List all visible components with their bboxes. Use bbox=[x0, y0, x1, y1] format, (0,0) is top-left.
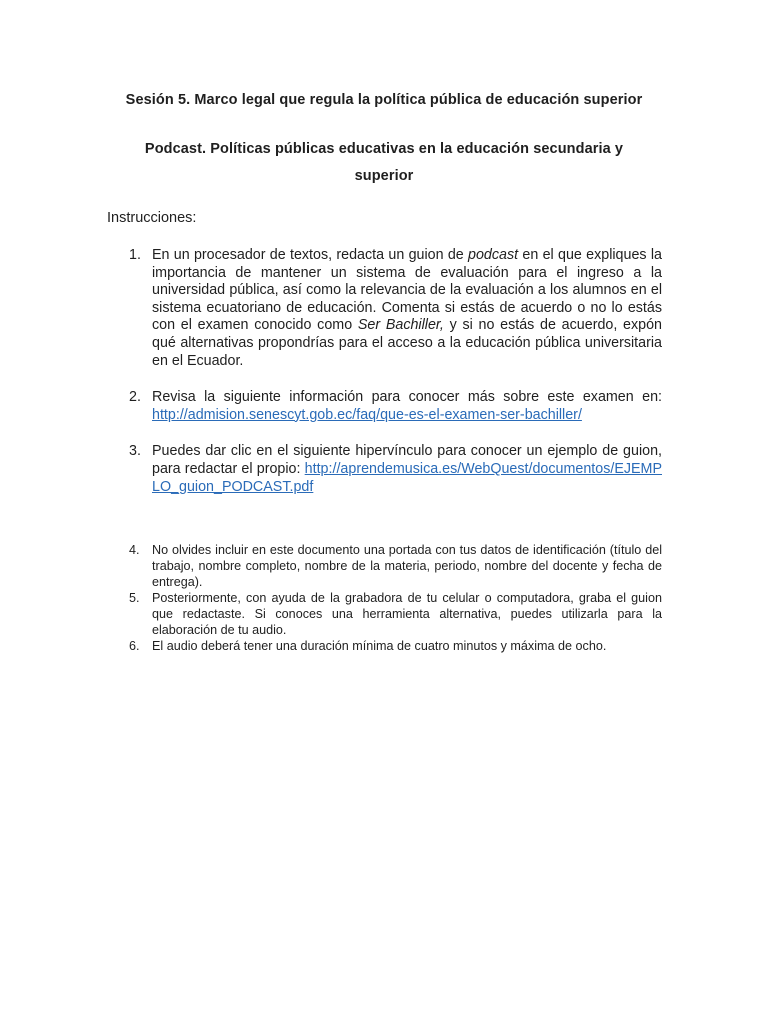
item-number: 6. bbox=[129, 639, 140, 653]
exam-name: Ser Bachiller, bbox=[357, 317, 444, 334]
instructions-list-secondary bbox=[106, 542, 662, 654]
item-text: El audio deberá tener una duración mínima de cuatro minutos y máxima de ocho. bbox=[152, 639, 607, 653]
senescyt-link[interactable]: http://admision.senescyt.gob.ec/faq/que-es-el-examen-ser-bachiller/ bbox=[152, 406, 582, 423]
item-number: 3. bbox=[129, 443, 141, 460]
list-item bbox=[106, 247, 662, 370]
item-text: En un procesador de textos, redacta un guion de bbox=[152, 247, 469, 263]
session-title: Sesión 5. Marco legal que regula la política pública de educación superior bbox=[125, 92, 643, 108]
item-text: Puedes dar clic en el siguiente hipervínculo para conocer un ejemplo de guion, para redactar el propio: bbox=[152, 443, 662, 477]
aprendemusica-link[interactable]: http://aprendemusica.es/WebQuest/documentos/EJEMPLO_guion_PODCAST.pdf bbox=[152, 460, 662, 495]
instructions-list-main bbox=[106, 247, 662, 515]
instructions-label: Instrucciones: bbox=[107, 210, 197, 226]
list-item bbox=[106, 443, 662, 496]
item-number: 5. bbox=[129, 591, 140, 605]
item-text: Posteriormente, con ayuda de la grabadora de tu celular o computadora, graba el guion que redactaste. Si conoces una herramienta alternativa, puedes utilizarla para la elaboración de tu audio. bbox=[152, 591, 662, 637]
list-item bbox=[106, 542, 662, 590]
item-text: en el que expliques la importancia de mantener un sistema de evaluación para el ingreso a la universidad pública, así como la relevancia de la evaluación a los alumnos en el sistema ecuatoriano de educación. Comenta si estás de acuerdo o no lo estás con el examen conocido como bbox=[152, 247, 662, 334]
podcast-word: podcast bbox=[468, 247, 519, 263]
item-number: 2. bbox=[129, 389, 141, 406]
list-item bbox=[106, 389, 662, 424]
item-text: Revisa la siguiente información para conocer más sobre este examen en: bbox=[152, 389, 662, 406]
podcast-subtitle: Podcast. Políticas públicas educativas en la educación secundaria y superior bbox=[144, 141, 624, 184]
item-text: y si no estás de acuerdo, expón qué alternativas propondrías para el acceso a la educación pública universitaria en el Ecuador. bbox=[152, 317, 663, 369]
item-number: 1. bbox=[129, 247, 141, 263]
list-item bbox=[106, 638, 662, 654]
item-number: 4. bbox=[129, 543, 140, 557]
item-text: No olvides incluir en este documento una portada con tus datos de identificación (título del trabajo, nombre completo, nombre de la materia, periodo, nombre del docente y fecha de entrega). bbox=[152, 543, 662, 589]
list-item bbox=[106, 590, 662, 638]
